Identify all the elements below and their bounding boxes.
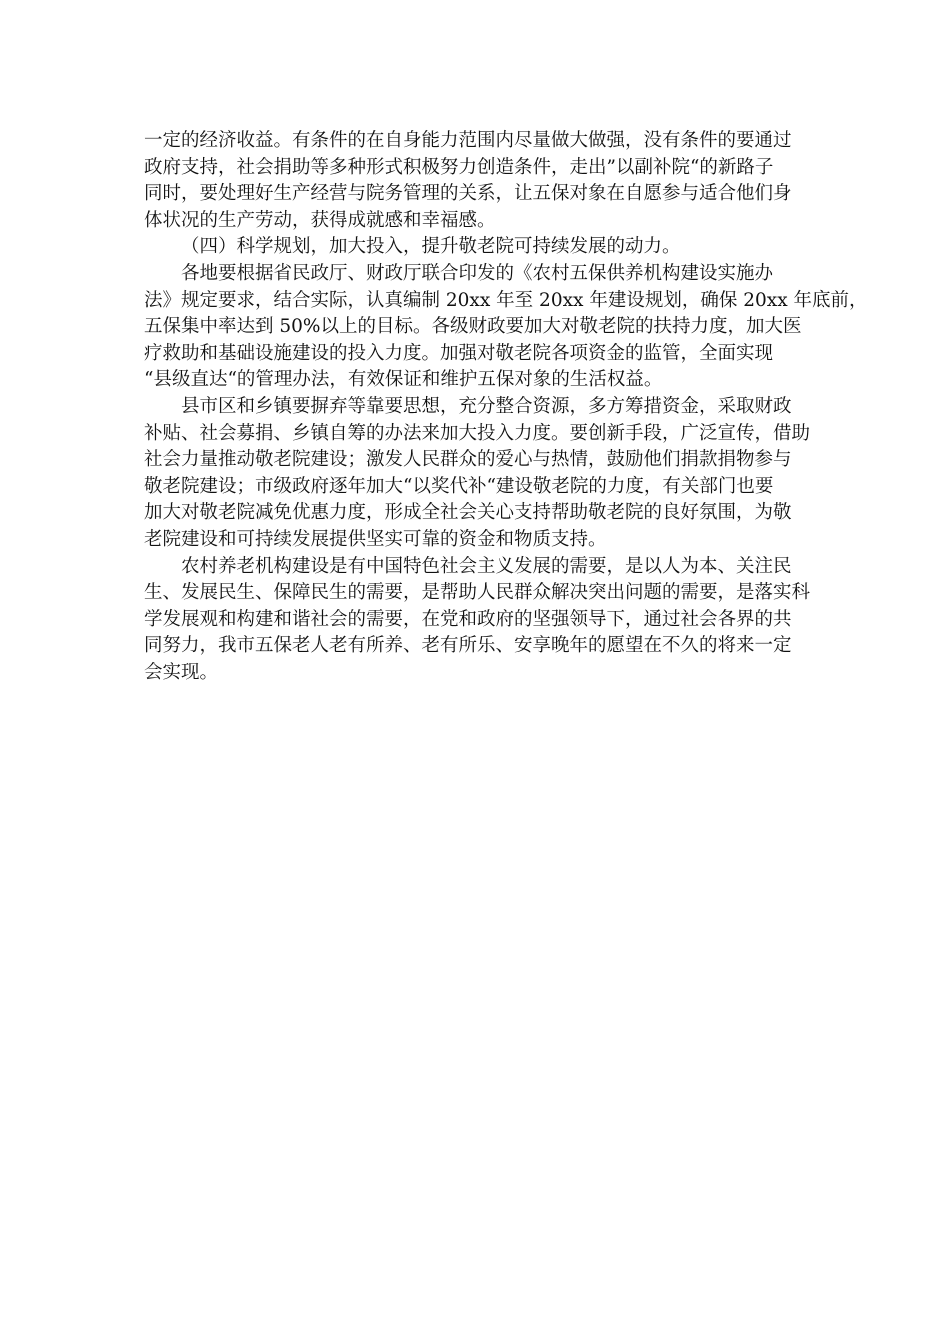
text-line: 同时，要处理好生产经营与院务管理的关系，让五保对象在自愿参与适合他们身 bbox=[144, 183, 792, 205]
text-line: 生、发展民生、保障民生的需要，是帮助人民群众解决突出问题的需要，是落实科 bbox=[144, 582, 811, 604]
text-line: 学发展观和构建和谐社会的需要，在党和政府的坚强领导下，通过社会各界的共 bbox=[144, 608, 792, 630]
text-line: 加大对敬老院减免优惠力度，形成全社会关心支持帮助敬老院的良好氛围，为敬 bbox=[144, 502, 792, 524]
text-line: 五保集中率达到 50%以上的目标。各级财政要加大对敬老院的扶持力度，加大医 bbox=[144, 316, 802, 338]
text-line: 敬老院建设；市级政府逐年加大“以奖代补“建设敬老院的力度，有关部门也要 bbox=[144, 475, 774, 497]
text-line: （四）科学规划，加大投入，提升敬老院可持续发展的动力。 bbox=[181, 236, 681, 258]
text-line: 法》规定要求，结合实际，认真编制 20xx 年至 20xx 年建设规划，确保 20xx 年底前， bbox=[144, 289, 868, 311]
document-body bbox=[144, 128, 868, 686]
text-line: 老院建设和可持续发展提供坚实可靠的资金和物质支持。 bbox=[144, 528, 607, 550]
text-line: 疗救助和基础设施建设的投入力度。加强对敬老院各项资金的监管，全面实现 bbox=[144, 342, 774, 364]
text-line: 一定的经济收益。有条件的在自身能力范围内尽量做大做强，没有条件的要通过 bbox=[144, 130, 792, 151]
text-line: 补贴、社会募捐、乡镇自筹的办法来加大投入力度。要创新手段，广泛宣传，借助 bbox=[144, 422, 811, 444]
text-line: 社会力量推动敬老院建设；激发人民群众的爱心与热情，鼓励他们捐款捐物参与 bbox=[144, 449, 792, 471]
text-line: 政府支持，社会捐助等多种形式积极努力创造条件，走出”以副补院“的新路子 bbox=[144, 156, 774, 178]
text-line: 各地要根据省民政厅、财政厅联合印发的《农村五保供养机构建设实施办 bbox=[181, 262, 774, 284]
text-line: 同努力，我市五保老人老有所养、老有所乐、安享晚年的愿望在不久的将来一定 bbox=[144, 635, 792, 657]
text-line: 县市区和乡镇要摒弃等靠要思想，充分整合资源，多方筹措资金，采取财政 bbox=[181, 395, 792, 417]
text-line: 会实现。 bbox=[144, 661, 219, 683]
text-line: 农村养老机构建设是有中国特色社会主义发展的需要，是以人为本、关注民 bbox=[181, 555, 792, 577]
text-line: “县级直达“的管理办法，有效保证和维护五保对象的生活权益。 bbox=[144, 369, 663, 391]
text-line: 体状况的生产劳动，获得成就感和幸福感。 bbox=[144, 209, 496, 231]
